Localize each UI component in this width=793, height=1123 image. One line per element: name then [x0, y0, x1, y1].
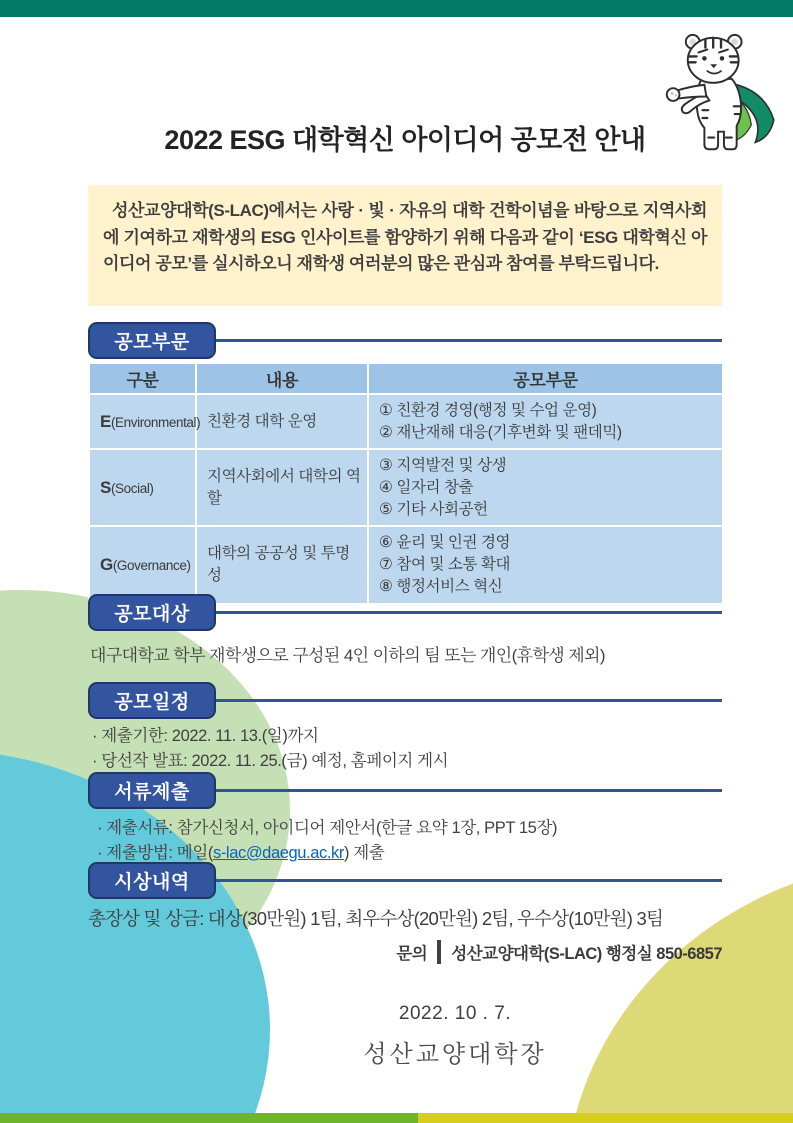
footer-date: 2022. 10 . 7.: [398, 1003, 512, 1024]
bottom-bar-yellow: [418, 1113, 793, 1123]
row-item: ⑥ 윤리 및 인권 경영: [379, 534, 511, 552]
row-code: S: [100, 478, 111, 497]
table-header-category: 구분: [89, 363, 196, 394]
row-code-full: (Environmental): [110, 414, 201, 430]
row-item: ④ 일자리 창출: [379, 479, 474, 497]
section-line: [216, 339, 722, 342]
schedule-item-deadline: · 제출기한: 2022. 11. 13.(일)까지: [92, 727, 319, 745]
table-header-row: [89, 363, 723, 394]
section-line: [216, 611, 722, 614]
section-header-submission: [88, 772, 722, 809]
table-row-environmental: [89, 394, 723, 449]
section-badge-eligibility: 공모대상: [88, 594, 216, 631]
intro-text-2: 인사이트를 함양하기 위해 다음과 같이: [295, 227, 579, 247]
intro-lead: 성산교양대학(S-LAC): [112, 201, 269, 220]
submission-item-documents: · 제출서류: 참가신청서, 아이디어 제안서(한글 요약 1장, PPT 15장): [97, 819, 558, 837]
contact-text: 성산교양대학(S-LAC) 행정실 850-6857: [451, 945, 722, 963]
section-header-schedule: [88, 682, 722, 719]
table-row-social: [89, 449, 723, 526]
eligibility-text: 대구대학교 학부 재학생으로 구성된 4인 이하의 팀 또는 개인(휴학생 제외): [90, 646, 605, 665]
section-header-awards: [88, 862, 722, 899]
row-item: ③ 지역발전 및 상생: [379, 457, 507, 475]
intro-text-1: 에서는 사랑 · 빛 · 자유의 대학 건학이념을 바탕으로 지역사회에 기여하고 재학생의: [103, 201, 707, 247]
row-item: ① 친환경 경영(행정 및 수업 운영): [379, 402, 597, 419]
footer-signature: 성산교양대학장: [363, 1041, 547, 1068]
schedule-item-announcement: · 당선작 발표: 2022. 11. 25.(금) 예정, 홈페이지 게시: [92, 751, 449, 770]
table-row-governance: [89, 526, 723, 603]
row-item: ⑧ 행정서비스 혁신: [379, 577, 503, 595]
row-code-full: (Governance): [112, 558, 191, 574]
submission-method-suffix: ) 제출: [344, 843, 385, 862]
section-badge-awards: 시상내역: [88, 862, 216, 899]
section-line: [216, 699, 722, 702]
intro-esg: ESG: [260, 227, 296, 247]
contact-line: [396, 940, 722, 964]
submission-method-prefix: · 제출방법: 메일(: [97, 843, 213, 862]
section-line: [216, 879, 722, 882]
bottom-bar-green: [0, 1113, 418, 1123]
contact-divider: [437, 940, 441, 964]
awards-text: 총장상 및 상금: 대상(30만원) 1팀, 최우수상(20만원) 2팀, 우수상(10만원) 3팀: [88, 908, 664, 929]
row-desc: 친환경 대학 운영: [196, 394, 368, 449]
schedule-list: [92, 724, 448, 774]
email-link[interactable]: s-lac@daegu.ac.kr: [212, 843, 344, 862]
top-accent-bar: [0, 0, 793, 17]
section-badge-parts: 공모부문: [88, 322, 216, 359]
section-line: [216, 789, 722, 792]
row-desc: 지역사회에서 대학의 역할: [196, 449, 368, 526]
row-item: ② 재난재해 대응(기후변화 및 팬데믹): [379, 423, 622, 441]
page-title: 2022 ESG 대학혁신 아이디어 공모전 안내: [164, 125, 646, 155]
section-header-eligibility: [88, 594, 722, 631]
row-item: ⑦ 참여 및 소통 확대: [379, 556, 511, 574]
table-header-parts: 공모부문: [368, 363, 723, 394]
contact-label: 문의: [396, 945, 428, 963]
submission-list: [97, 816, 557, 866]
section-header-parts: [88, 322, 722, 359]
section-badge-schedule: 공모일정: [88, 682, 216, 719]
contest-table: [88, 362, 722, 605]
row-item: ⑤ 기타 사회공헌: [379, 500, 488, 518]
intro-text-3: 를 실시하오니 재학생 여러분의 많은 관심과 참여를 부탁드립니다.: [191, 254, 659, 274]
row-code: E: [100, 411, 111, 431]
section-badge-submission: 서류제출: [88, 772, 216, 809]
table-header-content: 내용: [196, 363, 368, 394]
row-code: G: [100, 555, 113, 575]
intro-box: [88, 185, 722, 306]
row-code-full: (Social): [110, 481, 154, 496]
intro-quote: ‘ESG 대학혁신 아이디어 공모’: [103, 227, 708, 274]
row-desc: 대학의 공공성 및 투명성: [196, 526, 368, 603]
